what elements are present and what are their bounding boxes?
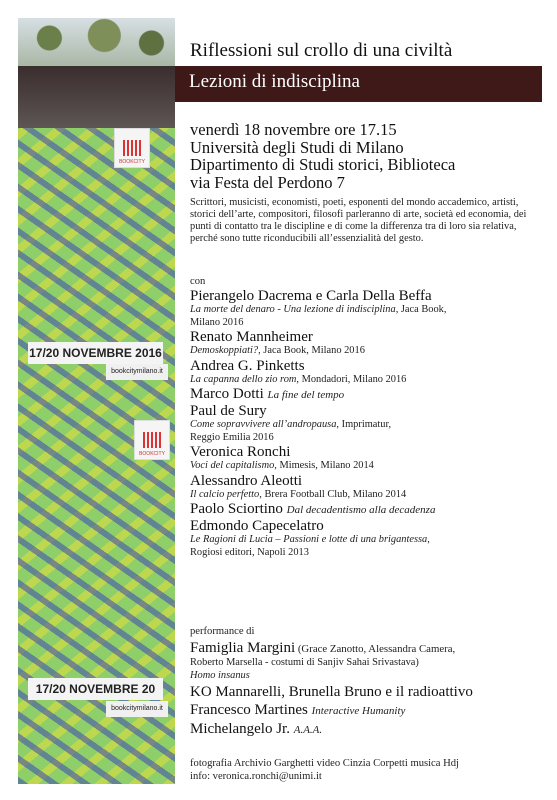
contact-info: info: veronica.ronchi@unimi.it <box>190 771 322 782</box>
speaker-item <box>190 386 545 403</box>
roof-overhang <box>18 66 175 128</box>
speaker-work <box>190 460 545 473</box>
poster-url: bookcitymilano.it <box>106 364 168 380</box>
speaker-work <box>190 534 545 559</box>
work-publisher: , Jaca Book, Milano 2016 <box>258 345 365 356</box>
work-title: Demoskoppiati? <box>190 345 259 356</box>
work-publisher: , Mondadori, Milano 2016 <box>296 373 407 385</box>
performance-block <box>190 626 545 738</box>
work-publisher: , Mimesis, Milano 2014 <box>274 460 374 471</box>
group-work: Homo insanus <box>190 669 250 681</box>
speaker-item <box>190 501 545 518</box>
speaker-name: Renato Mannheimer <box>190 329 313 345</box>
speaker-work <box>190 489 545 502</box>
speaker-work <box>190 304 545 329</box>
poster-dates: 17/20 NOVEMBRE 2016 <box>28 342 163 364</box>
speaker-name: Veronica Ronchi <box>190 444 291 460</box>
subtitle-banner <box>175 66 542 102</box>
speaker-name: Alessandro Aleotti <box>190 472 303 489</box>
con-label: con <box>190 276 206 287</box>
act-work: Interactive Humanity <box>311 705 406 717</box>
speaker-item <box>190 288 545 329</box>
group-detail-line2: Roberto Marsella - costumi di Sanjiv Sahai Srivastava) <box>190 657 419 668</box>
speaker-name: Paul de Sury <box>190 403 267 419</box>
speaker-item <box>190 473 545 502</box>
speaker-item <box>190 444 545 473</box>
speaker-item <box>190 518 545 559</box>
speaker-name: Pierangelo Dacrema e Carla Della Beffa <box>190 288 432 304</box>
logo-text: BOOKCITY <box>139 451 165 457</box>
speaker-item <box>190 403 545 444</box>
speaker-name: Edmondo Capecelatro <box>190 518 324 534</box>
act-name: KO Mannarelli, Brunella Bruno e il radioattivo <box>190 684 473 700</box>
poster-photo <box>18 18 175 784</box>
event-datetime: venerdì 18 novembre ore 17.15 <box>190 120 397 139</box>
work-publisher: , Brera Football Club, Milano 2014 <box>259 488 407 500</box>
speaker-work <box>190 419 545 444</box>
trees <box>18 18 175 68</box>
bookcity-building-icon <box>143 432 161 448</box>
description: Scrittori, musicisti, economisti, poeti, esponenti del mondo accademico, artisti, storici dell’arte, compositori, filosofi parleranno di arte, società ed economia, dei punti di contatto tra le discipline e di come la differenza tra di loro sia relativa, perché sono tutte riconducibili all’essenzialità del gesto. <box>190 197 527 244</box>
performance-label: performance di <box>190 626 255 637</box>
act-work: A.A.A. <box>293 724 323 736</box>
speaker-item <box>190 329 545 358</box>
bookcity-logo <box>134 420 170 460</box>
address: via Festa del Perdono 7 <box>190 172 345 192</box>
speaker-name: Paolo Sciortino <box>190 501 283 517</box>
performance-group <box>190 639 545 682</box>
speaker-line <box>190 501 545 518</box>
bookcity-logo <box>114 128 150 168</box>
work-title: La morte del denaro - Una lezione di indisciplina <box>190 304 396 315</box>
page-title: Riflessioni sul crollo di una civiltà <box>190 40 453 61</box>
department: Dipartimento di Studi storici, Biblioteca <box>190 155 456 174</box>
act-name: Michelangelo Jr. <box>190 721 290 737</box>
work-title: La capanna dello zio rom <box>190 373 297 385</box>
subtitle: Lezioni di indisciplina <box>189 71 360 92</box>
poster-dates: 17/20 NOVEMBRE 20 <box>28 678 163 700</box>
bookcity-building-icon <box>123 140 141 156</box>
work-publisher-line2: Milano 2016 <box>190 316 244 328</box>
work-publisher: , Imprimatur, <box>336 419 392 430</box>
poster-url: bookcitymilano.it <box>106 701 168 717</box>
speaker-line <box>190 386 545 403</box>
university: Università degli Studi di Milano <box>190 137 404 157</box>
venue-block <box>190 121 455 191</box>
work-title: Le Ragioni di Lucia – Passioni e lotte di una brigantessa <box>190 534 428 545</box>
work-publisher: , <box>427 534 430 545</box>
act-line <box>190 721 545 738</box>
speaker-name: Andrea G. Pinketts <box>190 357 305 374</box>
logo-text: BOOKCITY <box>119 159 145 165</box>
work-title: Il calcio perfetto <box>190 488 260 500</box>
speaker-list <box>190 288 545 559</box>
work-title: Come sopravvivere all’andropausa <box>190 419 337 430</box>
work-title: La fine del tempo <box>267 389 345 401</box>
speaker-work <box>190 374 545 387</box>
speaker-name: Marco Dotti <box>190 386 264 402</box>
work-title: Voci del capitalismo <box>190 460 275 471</box>
footer <box>190 757 459 783</box>
work-publisher-line2: Rogiosi editori, Napoli 2013 <box>190 546 309 558</box>
act-line <box>190 702 545 719</box>
group-name: Famiglia Margini <box>190 640 296 656</box>
group-detail: (Grace Zanotto, Alessandra Camera, <box>295 643 456 655</box>
act-name: Francesco Martines <box>190 702 308 718</box>
work-publisher: , Jaca Book, <box>395 304 447 315</box>
work-title: Dal decadentismo alla decadenza <box>286 504 436 516</box>
speaker-work <box>190 345 545 358</box>
credits: fotografia Archivio Garghetti video Cinzia Corpetti musica Hdj <box>190 758 459 769</box>
speaker-item <box>190 358 545 387</box>
work-publisher-line2: Reggio Emilia 2016 <box>190 431 274 443</box>
